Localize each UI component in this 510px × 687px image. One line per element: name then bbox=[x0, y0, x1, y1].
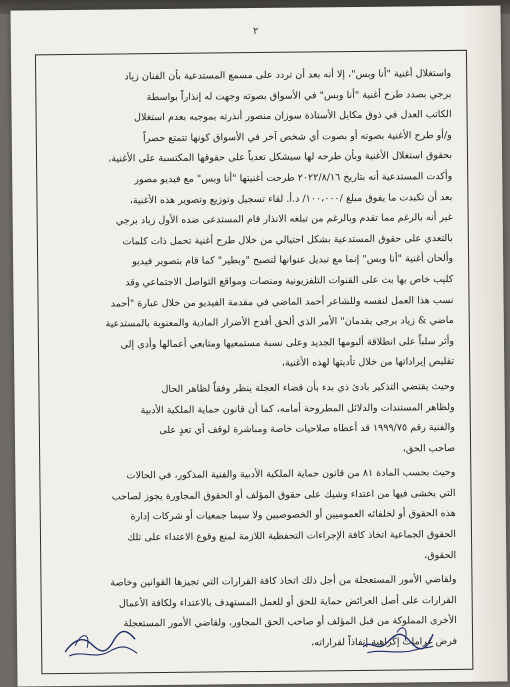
document-body bbox=[51, 64, 457, 657]
paragraph-facts: واستغلال أغنية "أنا وبس"، إلا أنه بعد أن تردد على مسمع المستدعية بأن الفنان زياد برجي بصدد طرح أغنية "أنا وبس" في الأسواق بصوته وجهت له إنذاراً بواسطة الكاتب العدل في ذوق مكايل الأستاذة سوزان منصور أنذرته بموجبه بعدم استغلال و/أو طرح الأغنية بصوته أو بصوت أي شخص آخر في الأسواق كونها تتمتع حصراً بحقوق استغلال الأغنية وبأن طرحه لها سيشكل تعدياً على حقوقها المكتسبة على الأغنية، وأكدت المستدعية أنه بتاريخ ٢٠٢٢/٨/١٦ طرحت أغنيتها "أنا وبس" مع فيديو مصور بعد أن تكبدت ما يفوق مبلغ /١٠٠،٠٠٠/ د.أ. لقاء تسجيل وتوزيع وتصوير هذه الأغنية، غير أنه بالرغم مما تقدم وبالرغم من تبلغه الانذار قام المستدعى ضده الأول زياد برجي بالتعدي على حقوق المستدعية بشكل احتيالي من خلال طرح أغنية تحمل ذات كلمات وألحان أغنية "أنا وبس" إنما مع تبديل عنوانها لتصبح "وبطير" كما قام بتصوير فيديو كليب خاص بها بث على القنوات التلفزيونية ومنصات ومواقع التواصل الاجتماعي وقد نسب هذا العمل لنفسه وللشاعر أحمد الماضي في مقدمة الفيديو من خلال عبارة "أحمد ماضي & زياد برجي يقدمان" الأمر الذي ألحق أفدح الأضرار المادية والمعنوية بالمستدعية وأثر سلباً على انطلاقة ألبومها الجديد وعلى نسبة مستمعيها ومتابعي أعمالها وأدى إلى تقليص إيراداتها من خلال تأديتها لهذه الأغنية، bbox=[105, 67, 455, 370]
signature-right-icon bbox=[357, 618, 437, 665]
paragraph-article-81: وحيث بحسب المادة ٨١ من قانون حماية الملكية الأدبية والفنية المذكور، في الحالات التي يخشى فيها من اعتداء وشيك على حقوق المؤلف أو الحقوق المجاورة يجوز لصاحب هذه الحقوق أو لخلفائه العموميين أو الخصوصيين ولا سيما جمعيات أو شركات إدارة الحقوق الجماعية اتخاذ كافة الإجراءات التحفظية اللازمة لمنع وقوع الاعتداء على تلك الحقوق، bbox=[111, 467, 457, 561]
paragraph-urgent-jurisdiction: وحيث يقتضي التذكير بادئ ذي بدء بأن قضاء العجلة ينظر وفقاً لظاهر الحال ولظاهر المستندات والدلائل المطروحة أمامه، كما أن قانون حماية الملكية الأدبية والفنية رقم ١٩٩٩/٧٥ قد أعطاه صلاحيات خاصة ومباشرة لوقف أي تعدٍ على صاحب الحق، bbox=[140, 380, 456, 455]
page-number: ٢ bbox=[252, 25, 259, 38]
signature-left-icon bbox=[61, 621, 141, 668]
document-page bbox=[10, 5, 507, 686]
paragraph-judge-powers: ولقاضي الأمور المستعجلة من أجل ذلك اتخاذ كافة القرارات التي تجيزها القوانين وخاصة القرارات على أصل العرائض حماية للحق أو للعمل المستهدف بالاعتداء ولكافة الأعمال الأخرى المملوكة من قبل المؤلف أو صاحب الحق المجاور، ولقاضي الأمور المستعجلة فرض غرامات إكراهية إنفاذاً لقراراته، bbox=[110, 574, 458, 649]
